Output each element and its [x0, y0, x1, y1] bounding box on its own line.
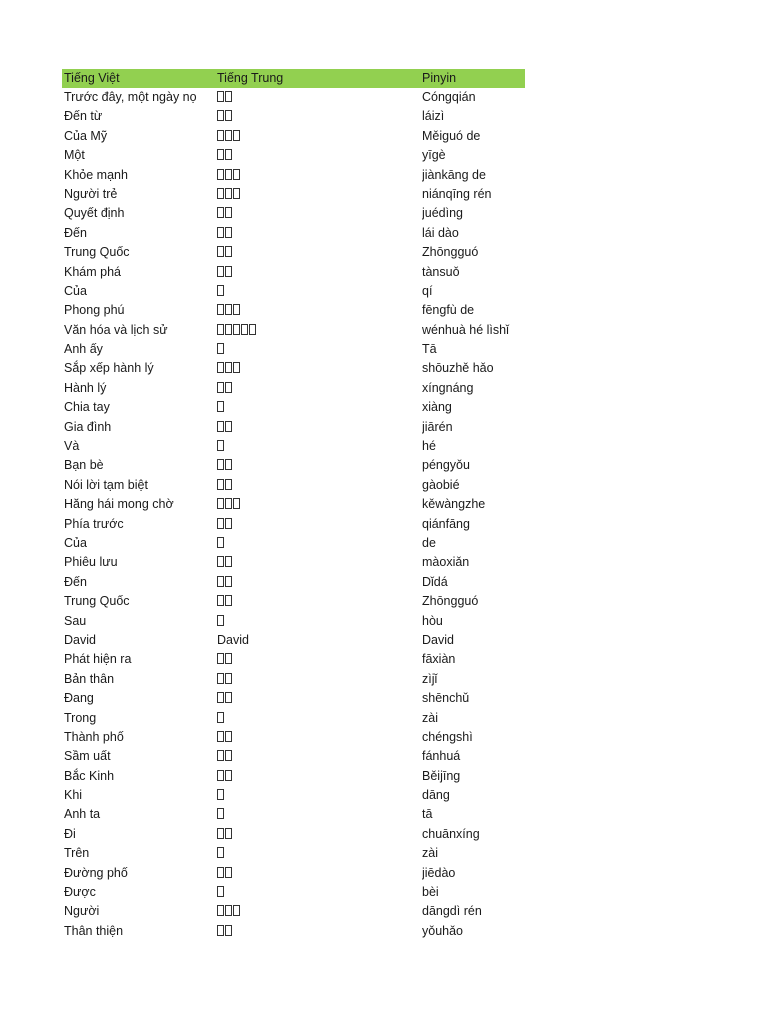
table-row: [62, 340, 525, 359]
pinyin-cell: màoxiǎn: [422, 555, 470, 570]
missing-glyph-box: [217, 653, 224, 664]
table-row: [62, 127, 525, 146]
table-row: [62, 922, 525, 941]
header-pinyin: Pinyin: [422, 71, 457, 85]
missing-glyph-box: [217, 479, 224, 490]
table-row: [62, 612, 525, 631]
vietnamese-cell: Trung Quốc: [64, 594, 130, 609]
table-row: [62, 437, 525, 456]
missing-glyph-box: [225, 110, 232, 121]
table-row: [62, 224, 525, 243]
missing-glyph-box: [217, 731, 224, 742]
chinese-cell: [217, 922, 412, 941]
pinyin-cell: zài: [422, 846, 438, 861]
table-row: [62, 767, 525, 786]
table-row: [62, 825, 525, 844]
pinyin-cell: Běijīng: [422, 768, 461, 783]
pinyin-cell: Tā: [422, 342, 437, 357]
pinyin-cell: kěwàngzhe: [422, 497, 486, 512]
missing-glyph-box: [249, 324, 256, 335]
pinyin-cell: jiēdào: [422, 865, 456, 880]
chinese-cell: [217, 476, 412, 495]
vietnamese-cell: Và: [64, 439, 80, 454]
missing-glyph-box: [225, 750, 232, 761]
missing-glyph-box: [225, 324, 232, 335]
header-chinese: Tiếng Trung: [217, 71, 284, 85]
chinese-cell: [217, 553, 412, 572]
vietnamese-cell: Được: [64, 885, 96, 900]
missing-glyph-box: [217, 343, 224, 354]
table-row: [62, 107, 525, 126]
table-row: [62, 359, 525, 378]
missing-glyph-box: [217, 556, 224, 567]
pinyin-cell: hé: [422, 439, 436, 454]
vietnamese-cell: Khi: [64, 788, 83, 803]
missing-glyph-box: [225, 770, 232, 781]
missing-glyph-box: [225, 692, 232, 703]
chinese-cell: [217, 321, 412, 340]
vietnamese-cell: Anh ấy: [64, 342, 103, 357]
table-row: [62, 398, 525, 417]
vietnamese-cell: Người trẻ: [64, 186, 118, 201]
chinese-cell: [217, 864, 412, 883]
vietnamese-cell: Khám phá: [64, 264, 121, 279]
chinese-cell: [217, 825, 412, 844]
table-row: [62, 379, 525, 398]
missing-glyph-box: [225, 595, 232, 606]
pinyin-cell: fāxiàn: [422, 652, 456, 667]
vietnamese-cell: Phiêu lưu: [64, 555, 118, 570]
missing-glyph-box: [225, 227, 232, 238]
pinyin-cell: Zhōngguó: [422, 594, 479, 609]
chinese-cell: [217, 359, 412, 378]
table-row: [62, 185, 525, 204]
table-row: [62, 592, 525, 611]
missing-glyph-box: [217, 207, 224, 218]
vietnamese-cell: Hăng hái mong chờ: [64, 497, 174, 512]
chinese-cell: [217, 243, 412, 262]
missing-glyph-box: [233, 304, 240, 315]
vietnamese-cell: Đường phố: [64, 865, 128, 880]
missing-glyph-box: [241, 324, 248, 335]
table-row: [62, 902, 525, 921]
missing-glyph-box: [225, 207, 232, 218]
missing-glyph-box: [233, 498, 240, 509]
chinese-cell: [217, 805, 412, 824]
missing-glyph-box: [225, 266, 232, 277]
pinyin-cell: tànsuǒ: [422, 264, 460, 279]
pinyin-cell: xíngnáng: [422, 380, 474, 395]
pinyin-cell: juédìng: [422, 206, 464, 221]
pinyin-cell: Dǐdá: [422, 574, 448, 589]
missing-glyph-box: [225, 828, 232, 839]
table-row: [62, 204, 525, 223]
vietnamese-cell: Của: [64, 283, 87, 298]
table-row: [62, 786, 525, 805]
vietnamese-cell: Trên: [64, 846, 90, 861]
table-row: [62, 728, 525, 747]
pinyin-cell: zìjǐ: [422, 671, 438, 686]
vietnamese-cell: Trong: [64, 710, 97, 725]
missing-glyph-box: [233, 169, 240, 180]
missing-glyph-box: [217, 130, 224, 141]
missing-glyph-box: [217, 595, 224, 606]
vietnamese-cell: Người: [64, 904, 100, 919]
pinyin-cell: péngyǒu: [422, 458, 470, 473]
missing-glyph-box: [217, 149, 224, 160]
missing-glyph-box: [217, 91, 224, 102]
missing-glyph-box: [225, 867, 232, 878]
missing-glyph-box: [217, 285, 224, 296]
pinyin-cell: bèi: [422, 885, 439, 900]
chinese-cell: [217, 437, 412, 456]
vietnamese-cell: Đến: [64, 225, 87, 240]
missing-glyph-box: [217, 789, 224, 800]
table-row: [62, 573, 525, 592]
vietnamese-cell: Trung Quốc: [64, 245, 130, 260]
vietnamese-cell: Của Mỹ: [64, 128, 108, 143]
vietnamese-cell: Phát hiện ra: [64, 652, 132, 667]
vietnamese-cell: Đi: [64, 826, 76, 841]
missing-glyph-box: [233, 905, 240, 916]
pinyin-cell: gàobié: [422, 477, 460, 492]
chinese-cell: [217, 612, 412, 631]
pinyin-cell: David: [422, 632, 454, 647]
vietnamese-cell: Sau: [64, 613, 87, 628]
chinese-cell: [217, 786, 412, 805]
vietnamese-cell: Sầm uất: [64, 749, 111, 764]
vietnamese-cell: Anh ta: [64, 807, 101, 822]
chinese-cell: [217, 88, 412, 107]
missing-glyph-box: [225, 304, 232, 315]
pinyin-cell: Zhōngguó: [422, 245, 479, 260]
missing-glyph-box: [225, 479, 232, 490]
chinese-cell: [217, 204, 412, 223]
table-row: [62, 263, 525, 282]
missing-glyph-box: [225, 149, 232, 160]
missing-glyph-box: [217, 576, 224, 587]
missing-glyph-box: [217, 692, 224, 703]
vietnamese-cell: Đến: [64, 574, 87, 589]
missing-glyph-box: [225, 362, 232, 373]
vietnamese-cell: Thành phố: [64, 729, 124, 744]
pinyin-cell: fēngfù de: [422, 303, 475, 318]
missing-glyph-box: [217, 459, 224, 470]
missing-glyph-box: [225, 731, 232, 742]
chinese-cell: [217, 379, 412, 398]
chinese-cell: [217, 398, 412, 417]
missing-glyph-box: [225, 673, 232, 684]
vocabulary-sheet: [62, 69, 525, 941]
pinyin-cell: láizì: [422, 109, 445, 124]
missing-glyph-box: [217, 401, 224, 412]
vietnamese-cell: Khỏe mạnh: [64, 167, 128, 182]
chinese-cell: [217, 767, 412, 786]
vietnamese-cell: Nói lời tạm biệt: [64, 477, 148, 492]
chinese-cell: [217, 495, 412, 514]
missing-glyph-box: [233, 130, 240, 141]
table-row: [62, 650, 525, 669]
missing-glyph-box: [233, 324, 240, 335]
missing-glyph-box: [217, 362, 224, 373]
pinyin-cell: de: [422, 535, 436, 550]
pinyin-cell: chuānxíng: [422, 826, 480, 841]
chinese-cell: [217, 301, 412, 320]
pinyin-cell: qiánfāng: [422, 516, 470, 531]
table-row: [62, 282, 525, 301]
vietnamese-cell: David: [64, 632, 96, 647]
missing-glyph-box: [217, 169, 224, 180]
vietnamese-cell: Phía trước: [64, 516, 124, 531]
chinese-cell: David: [217, 632, 249, 647]
vietnamese-cell: Thân thiện: [64, 923, 124, 938]
vietnamese-cell: Bạn bè: [64, 458, 104, 473]
header-vietnamese: Tiếng Việt: [64, 71, 120, 85]
missing-glyph-box: [225, 188, 232, 199]
missing-glyph-box: [217, 188, 224, 199]
vietnamese-cell: Một: [64, 148, 85, 163]
missing-glyph-box: [225, 421, 232, 432]
pinyin-cell: yǒuhǎo: [422, 923, 464, 938]
missing-glyph-box: [217, 266, 224, 277]
chinese-cell: [217, 515, 412, 534]
missing-glyph-box: [217, 673, 224, 684]
missing-glyph-box: [217, 886, 224, 897]
vietnamese-cell: Sắp xếp hành lý: [64, 361, 154, 376]
vietnamese-cell: Bắc Kinh: [64, 768, 115, 783]
table-row: [62, 243, 525, 262]
missing-glyph-box: [217, 227, 224, 238]
table-row: [62, 146, 525, 165]
missing-glyph-box: [225, 91, 232, 102]
chinese-cell: [217, 456, 412, 475]
chinese-cell: [217, 224, 412, 243]
table-row: [62, 805, 525, 824]
missing-glyph-box: [217, 925, 224, 936]
chinese-cell: [217, 747, 412, 766]
missing-glyph-box: [225, 518, 232, 529]
table-row: [62, 476, 525, 495]
chinese-cell: [217, 185, 412, 204]
vietnamese-cell: Đến từ: [64, 109, 103, 124]
table-row: [62, 844, 525, 863]
vietnamese-cell: Trước đây, một ngày nọ: [64, 90, 197, 104]
pinyin-cell: lái dào: [422, 225, 459, 240]
missing-glyph-box: [225, 498, 232, 509]
chinese-cell: [217, 573, 412, 592]
chinese-cell: [217, 883, 412, 902]
pinyin-cell: dāngdì rén: [422, 904, 482, 919]
missing-glyph-box: [225, 130, 232, 141]
missing-glyph-box: [217, 518, 224, 529]
chinese-cell: [217, 282, 412, 301]
chinese-cell: [217, 689, 412, 708]
pinyin-cell: jiànkāng de: [422, 167, 486, 182]
missing-glyph-box: [217, 246, 224, 257]
vietnamese-cell: Văn hóa và lịch sử: [64, 322, 168, 337]
missing-glyph-box: [225, 169, 232, 180]
chinese-cell: [217, 844, 412, 863]
pinyin-cell: Měiguó de: [422, 128, 481, 143]
chinese-cell: [217, 709, 412, 728]
table-row: [62, 689, 525, 708]
missing-glyph-box: [217, 905, 224, 916]
chinese-cell: [217, 127, 412, 146]
missing-glyph-box: [217, 808, 224, 819]
table-row: [62, 631, 525, 650]
chinese-cell: [217, 650, 412, 669]
table-row: [62, 709, 525, 728]
pinyin-cell: Cóngqián: [422, 90, 476, 104]
vietnamese-cell: Bản thân: [64, 671, 115, 686]
missing-glyph-box: [217, 440, 224, 451]
table-row: [62, 670, 525, 689]
chinese-cell: [217, 534, 412, 553]
vietnamese-cell: Đang: [64, 691, 94, 706]
missing-glyph-box: [225, 556, 232, 567]
table-row: [62, 495, 525, 514]
pinyin-cell: yīgè: [422, 148, 446, 163]
chinese-cell: [217, 728, 412, 747]
missing-glyph-box: [225, 459, 232, 470]
missing-glyph-box: [225, 382, 232, 393]
vietnamese-cell: Gia đình: [64, 419, 112, 434]
vietnamese-cell: Hành lý: [64, 380, 107, 395]
table-body: [62, 88, 525, 941]
pinyin-cell: qí: [422, 283, 433, 298]
missing-glyph-box: [217, 110, 224, 121]
pinyin-cell: fánhuá: [422, 749, 461, 764]
pinyin-cell: shēnchǔ: [422, 691, 470, 706]
pinyin-cell: shōuzhě hǎo: [422, 361, 494, 376]
pinyin-cell: xiàng: [422, 400, 452, 415]
chinese-cell: [217, 340, 412, 359]
missing-glyph-box: [217, 537, 224, 548]
missing-glyph-box: [217, 615, 224, 626]
chinese-cell: [217, 146, 412, 165]
missing-glyph-box: [217, 828, 224, 839]
vietnamese-cell: Phong phú: [64, 303, 125, 318]
vietnamese-cell: Chia tay: [64, 400, 110, 415]
vietnamese-cell: Quyết định: [64, 206, 125, 221]
missing-glyph-box: [217, 847, 224, 858]
missing-glyph-box: [233, 188, 240, 199]
missing-glyph-box: [217, 382, 224, 393]
table-row: [62, 747, 525, 766]
missing-glyph-box: [225, 246, 232, 257]
pinyin-cell: niánqīng rén: [422, 186, 492, 201]
missing-glyph-box: [217, 867, 224, 878]
missing-glyph-box: [217, 324, 224, 335]
missing-glyph-box: [225, 576, 232, 587]
missing-glyph-box: [217, 421, 224, 432]
chinese-cell: [217, 670, 412, 689]
missing-glyph-box: [217, 750, 224, 761]
table-row: [62, 456, 525, 475]
table-row: [62, 534, 525, 553]
table-row: [62, 418, 525, 437]
header-row: [62, 69, 525, 88]
missing-glyph-box: [217, 770, 224, 781]
chinese-cell: [217, 107, 412, 126]
missing-glyph-box: [233, 362, 240, 373]
table-row: [62, 166, 525, 185]
missing-glyph-box: [225, 925, 232, 936]
table-row: [62, 553, 525, 572]
pinyin-cell: jiārén: [422, 419, 453, 434]
missing-glyph-box: [217, 712, 224, 723]
missing-glyph-box: [225, 905, 232, 916]
pinyin-cell: hòu: [422, 613, 443, 628]
chinese-cell: [217, 902, 412, 921]
chinese-cell: [217, 263, 412, 282]
pinyin-cell: dāng: [422, 788, 450, 803]
table-row: [62, 321, 525, 340]
missing-glyph-box: [225, 653, 232, 664]
table-row: [62, 883, 525, 902]
chinese-cell: [217, 166, 412, 185]
chinese-cell: [217, 418, 412, 437]
table-row: [62, 515, 525, 534]
pinyin-cell: zài: [422, 710, 438, 725]
table-row: [62, 301, 525, 320]
vietnamese-cell: Của: [64, 535, 87, 550]
table-row: [62, 88, 525, 107]
pinyin-cell: chéngshì: [422, 729, 473, 744]
pinyin-cell: wénhuà hé lìshǐ: [422, 322, 509, 337]
table-row: [62, 864, 525, 883]
chinese-cell: [217, 592, 412, 611]
missing-glyph-box: [217, 304, 224, 315]
missing-glyph-box: [217, 498, 224, 509]
pinyin-cell: tā: [422, 807, 433, 822]
